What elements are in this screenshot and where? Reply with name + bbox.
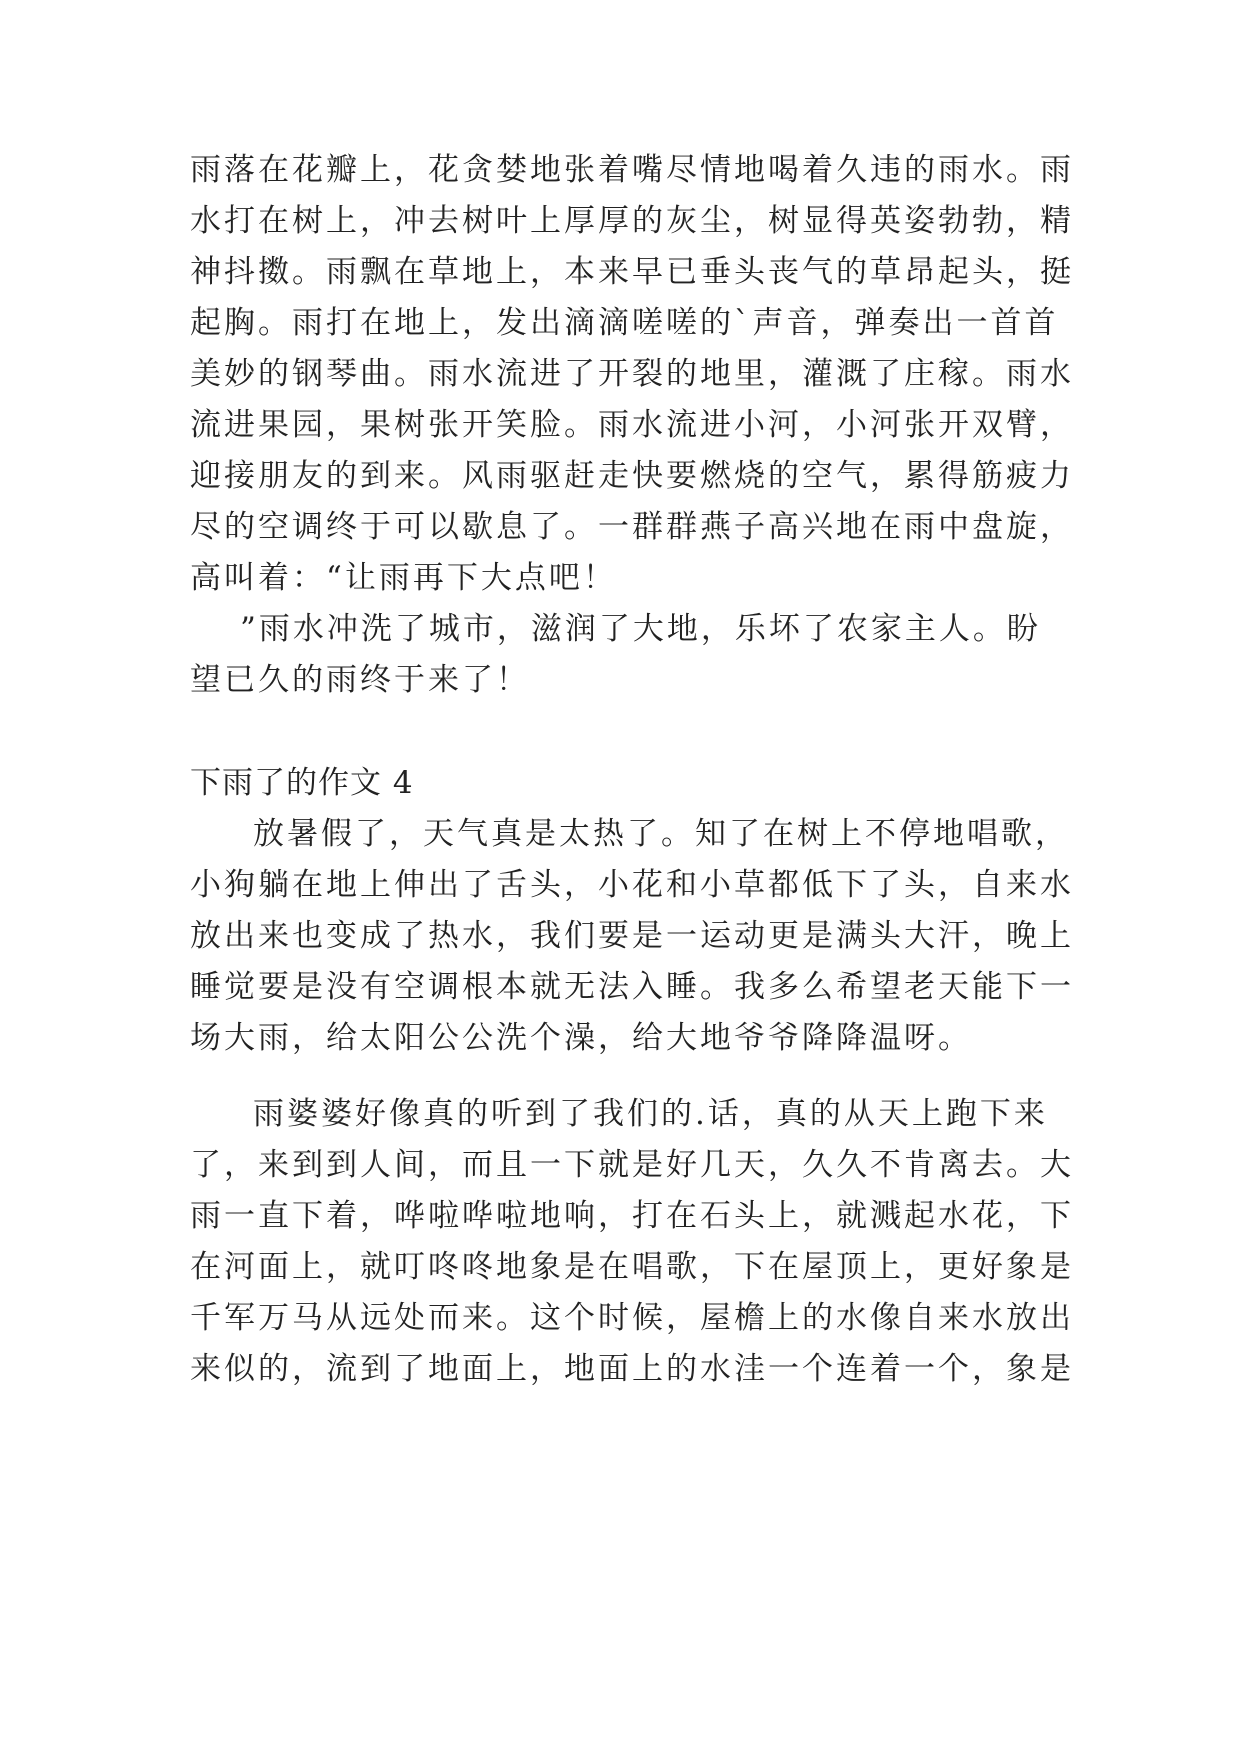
text-line: 尽的空调终于可以歇息了。一群群燕子高兴地在雨中盘旋， — [190, 509, 1074, 545]
text-line: 来似的，流到了地面上，地面上的水洼一个连着一个，象是 — [190, 1351, 1074, 1387]
text-line: 高叫着：“让雨再下大点吧！ — [190, 560, 617, 596]
text-line: 放暑假了，天气真是太热了。知了在树上不停地唱歌， — [253, 816, 1069, 852]
text-line: 放出来也变成了热水，我们要是一运动更是满头大汗，晚上 — [190, 918, 1074, 954]
text-line: 神抖擞。雨飘在草地上，本来早已垂头丧气的草昂起头，挺 — [190, 254, 1074, 290]
text-line: 美妙的钢琴曲。雨水流进了开裂的地里，灌溉了庄稼。雨水 — [190, 356, 1074, 392]
text-line: 了，来到到人间，而且一下就是好几天，久久不肯离去。大 — [190, 1147, 1074, 1183]
text-line: 流进果园，果树张开笑脸。雨水流进小河，小河张开双臂， — [190, 407, 1074, 443]
text-line: 在河面上，就叮咚咚地象是在唱歌，下在屋顶上，更好象是 — [190, 1249, 1074, 1285]
text-line: 场大雨，给太阳公公洗个澡，给大地爷爷降降温呀。 — [190, 1020, 972, 1056]
text-line: 水打在树上，冲去树叶上厚厚的灰尘，树显得英姿勃勃，精 — [190, 203, 1074, 239]
text-line: 望已久的雨终于来了！ — [190, 662, 530, 698]
text-line: 迎接朋友的到来。风雨驱赶走快要燃烧的空气，累得筋疲力 — [190, 458, 1074, 494]
text-line: 小狗躺在地上伸出了舌头，小花和小草都低下了头，自来水 — [190, 867, 1074, 903]
text-line: 千军万马从远处而来。这个时候，屋檐上的水像自来水放出 — [190, 1300, 1074, 1336]
text-line: 雨一直下着，哗啦哗啦地响，打在石头上，就溅起水花，下 — [190, 1198, 1074, 1234]
text-line: 雨婆婆好像真的听到了我们的.话，真的从天上跑下来 — [253, 1096, 1048, 1132]
text-line: ”雨水冲洗了城市，滋润了大地，乐坏了农家主人。盼 — [240, 611, 1041, 647]
section-heading: 下雨了的作文 4 — [190, 765, 414, 801]
text-line: 睡觉要是没有空调根本就无法入睡。我多么希望老天能下一 — [190, 969, 1074, 1005]
text-line: 起胸。雨打在地上，发出滴滴嗟嗟的`声音，弹奏出一首首 — [190, 305, 1059, 341]
text-line: 雨落在花瓣上，花贪婪地张着嘴尽情地喝着久违的雨水。雨 — [190, 152, 1074, 188]
